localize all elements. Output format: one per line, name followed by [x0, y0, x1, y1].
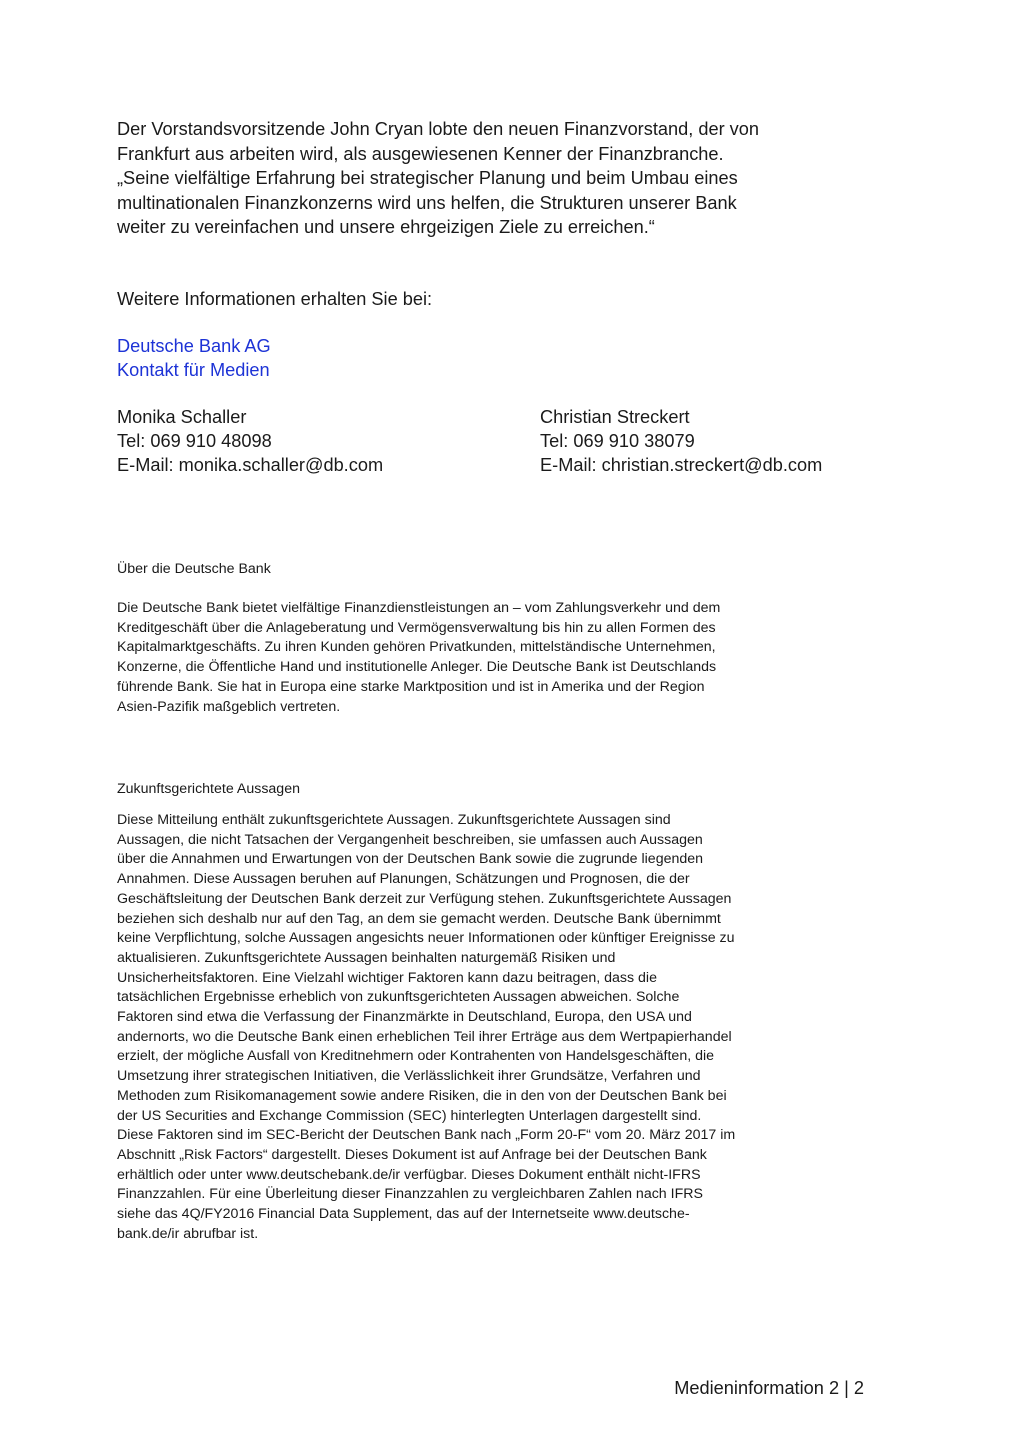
- fls-line: Aussagen, die nicht Tatsachen der Vergangenheit beschreiben, sie umfassen auch Aussagen: [117, 831, 703, 848]
- about-line: Kapitalmarktgeschäfts. Zu ihren Kunden gehören Privatkunden, mittelständische Unternehmen,: [117, 639, 716, 656]
- fls-line: erhältlich oder unter www.deutschebank.de/ir verfügbar. Dieses Dokument enthält nicht-IFRS: [117, 1166, 701, 1183]
- fls-line: aktualisieren. Zukunftsgerichtete Aussagen beinhalten naturgemäß Risiken und: [117, 949, 616, 966]
- intro-line: multinationalen Finanzkonzerns wird uns helfen, die Strukturen unserer Bank: [117, 192, 737, 213]
- about-line: Die Deutsche Bank bietet vielfältige Finanzdienstleistungen an – vom Zahlungsverkehr und dem: [117, 600, 721, 616]
- intro-paragraph: [117, 117, 877, 240]
- company-block: [117, 334, 271, 382]
- about-line: Asien-Pazifik maßgeblich vertreten.: [117, 698, 341, 715]
- fls-line: Unsicherheitsfaktoren. Eine Vielzahl wichtiger Faktoren kann dazu beitragen, dass die: [117, 969, 657, 986]
- fls-line: bank.de/ir abrufbar ist.: [117, 1225, 259, 1242]
- fls-line: Finanzzahlen. Für eine Überleitung dieser Finanzzahlen zu vergleichbaren Zahlen nach IFRS: [117, 1186, 703, 1203]
- fls-line: tatsächlichen Ergebnisse erheblich von zukunftsgerichteten Aussagen abweichen. Solche: [117, 989, 680, 1006]
- about-paragraph: [117, 599, 877, 717]
- page-footer: Medieninformation 2 | 2: [674, 1378, 864, 1398]
- company-name: Deutsche Bank AG: [117, 336, 271, 356]
- fls-line: Methoden zum Risikomanagement sowie andere Risiken, die in den von der Deutschen Bank bei: [117, 1087, 727, 1104]
- fls-line: Umsetzung ihrer strategischen Initiativen, die Verlässlichkeit ihrer Grundsätze, Verfahren und: [117, 1068, 701, 1085]
- intro-line: Der Vorstandsvorsitzende John Cryan lobte den neuen Finanzvorstand, der von: [117, 119, 759, 139]
- fls-line: Diese Faktoren sind im SEC-Bericht der Deutschen Bank nach „Form 20-F“ vom 20. März 2017 im: [117, 1127, 736, 1144]
- fls-line: der US Securities and Exchange Commission (SEC) hinterlegten Unterlagen dargestellt sind.: [117, 1107, 702, 1124]
- forward-looking-paragraph: [117, 811, 877, 1244]
- intro-line: Frankfurt aus arbeiten wird, als ausgewiesenen Kenner der Finanzbranche.: [117, 143, 724, 164]
- intro-line: weiter zu vereinfachen und unsere ehrgeizigen Ziele zu erreichen.“: [117, 217, 655, 238]
- about-line: Konzerne, die Öffentliche Hand und institutionelle Anleger. Die Deutsche Bank ist Deutschlands: [117, 659, 717, 676]
- fls-line: über die Annahmen und Erwartungen von der Deutschen Bank sowie die zugrunde liegenden: [117, 851, 704, 868]
- fls-line: siehe das 4Q/FY2016 Financial Data Supplement, das auf der Internetseite www.deutsche-: [117, 1206, 690, 1223]
- fls-line: Diese Mitteilung enthält zukunftsgerichtete Aussagen. Zukunftsgerichtete Aussagen sind: [117, 812, 671, 828]
- fls-line: Geschäftsleitung der Deutschen Bank derzeit zur Verfügung stehen. Zukunftsgerichtete Aussagen: [117, 890, 732, 907]
- about-line: Kreditgeschäft über die Anlageberatung und Vermögensverwaltung bis hin zu allen Formen des: [117, 619, 716, 636]
- contact-card-streckert: [540, 405, 822, 477]
- more-info-text: Weitere Informationen erhalten Sie bei:: [117, 289, 433, 309]
- contact-phone: Tel: 069 910 48098: [117, 431, 272, 451]
- media-contact-label: Kontakt für Medien: [117, 360, 270, 380]
- contact-name: Monika Schaller: [117, 407, 247, 427]
- intro-line: „Seine vielfältige Erfahrung bei strategischer Planung und beim Umbau eines: [117, 168, 738, 189]
- fls-line: Abschnitt „Risk Factors“ dargestellt. Dieses Dokument ist auf Anfrage bei der Deutschen Bank: [117, 1146, 707, 1163]
- contact-email: E-Mail: monika.schaller@db.com: [117, 455, 384, 475]
- fls-line: beziehen sich deshalb nur auf den Tag, an dem sie gemacht werden. Deutsche Bank übernimmt: [117, 910, 721, 927]
- contact-name: Christian Streckert: [540, 407, 690, 427]
- fls-line: erzielt, der mögliche Ausfall von Kreditnehmern oder Kontrahenten von Handelsgeschäften, die: [117, 1048, 715, 1065]
- about-line: führende Bank. Sie hat in Europa eine starke Marktposition und ist in Amerika und der Region: [117, 678, 705, 695]
- fls-line: andernorts, wo die Deutsche Bank einen erheblichen Teil ihrer Erträge aus dem Wertpapierhandel: [117, 1028, 732, 1045]
- about-heading: Über die Deutsche Bank: [117, 561, 271, 577]
- fls-line: keine Verpflichtung, solche Aussagen angesichts neuer Informationen oder künftiger Ereignisse zu: [117, 930, 735, 947]
- contact-card-schaller: [117, 405, 383, 477]
- contact-phone: Tel: 069 910 38079: [540, 431, 695, 451]
- fls-line: Annahmen. Diese Aussagen beruhen auf Planungen, Schätzungen und Prognosen, die der: [117, 871, 690, 888]
- contact-email: E-Mail: christian.streckert@db.com: [540, 455, 823, 475]
- forward-looking-heading: Zukunftsgerichtete Aussagen: [117, 781, 300, 797]
- fls-line: Faktoren sind etwa die Verfassung der Finanzmärkte in Deutschland, Europa, den USA und: [117, 1009, 692, 1026]
